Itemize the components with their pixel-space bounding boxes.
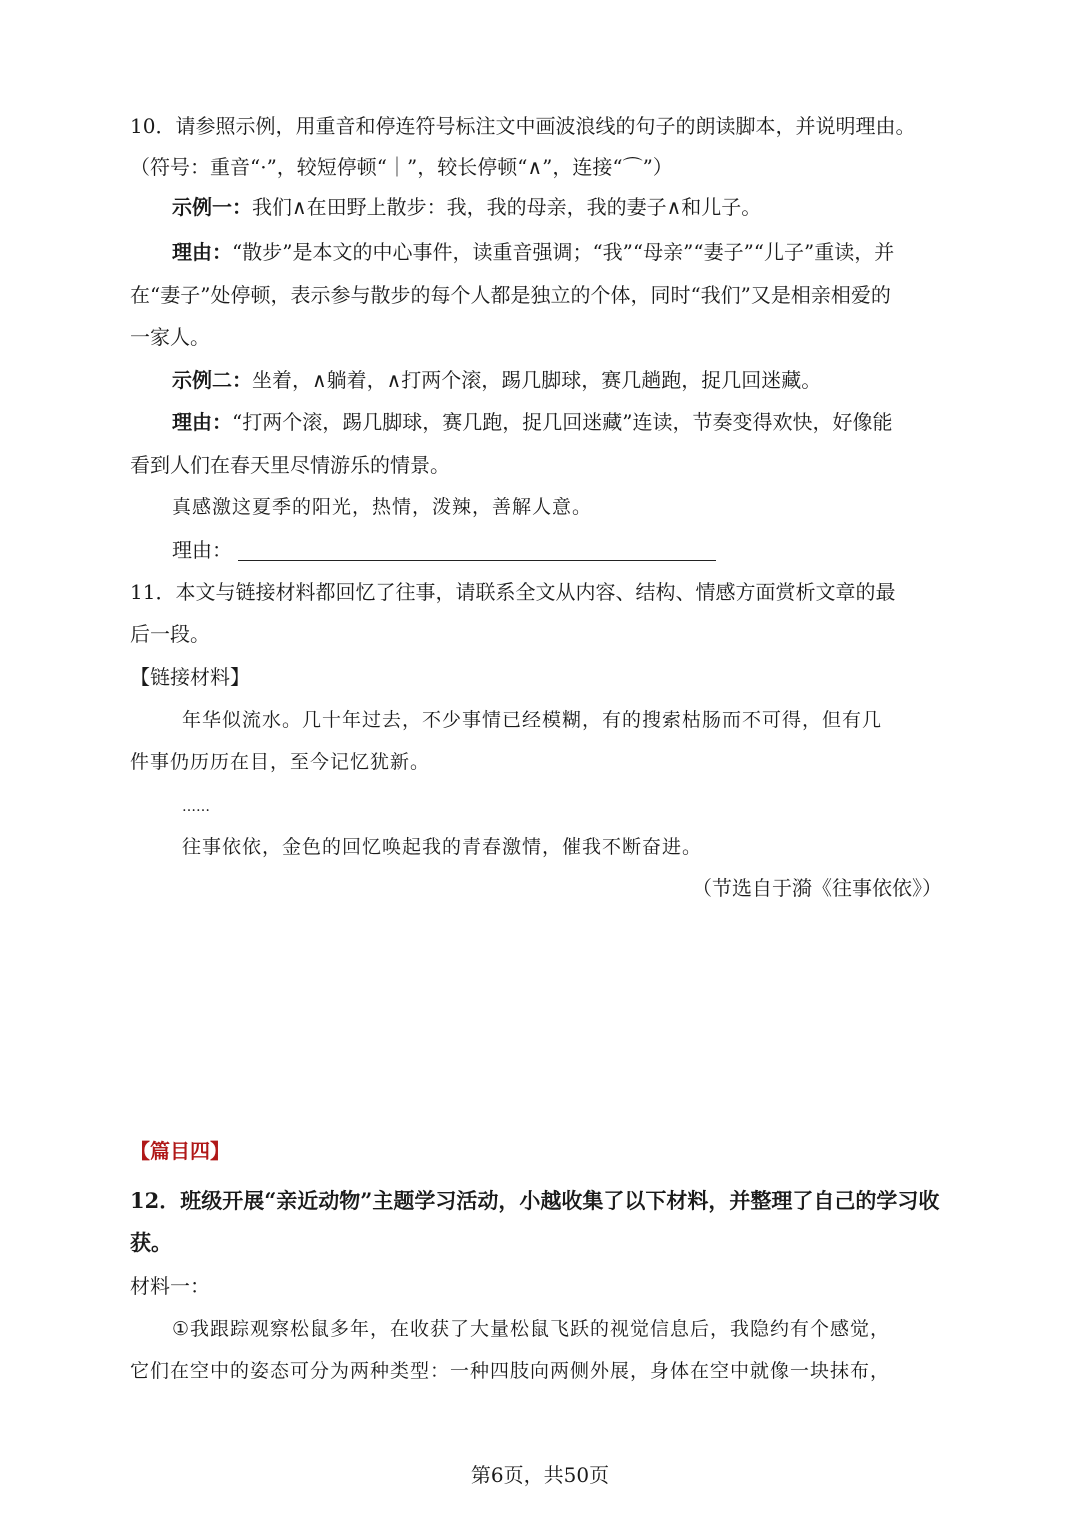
example2-label: 示例二： xyxy=(172,368,252,392)
example2-text: 坐着，∧躺着，∧打两个滚，踢几脚球，赛几趟跑，捉几回迷藏。 xyxy=(252,368,822,392)
q12-prompt-line1: 12．班级开展“亲近动物”主题学习活动，小越收集了以下材料，并整理了自己的学习收 xyxy=(130,1188,940,1213)
example2 xyxy=(172,366,1002,394)
material1-line1: ①我跟踪观察松鼠多年，在收获了大量松鼠飞跃的视觉信息后，我隐约有个感觉， xyxy=(172,1318,891,1340)
reason2-line1: 理由：“打两个滚，踢几脚球，赛几跑，捉几回迷藏”连读，节奏变得欢快，好像能 xyxy=(172,410,893,434)
link-para1-line1: 年华似流水。几十年过去，不少事情已经模糊，有的搜索枯肠而不可得，但有几 xyxy=(182,709,883,731)
link-source: （节选自于漪《往事依依》） xyxy=(692,876,942,900)
section-title: 【篇目四】 xyxy=(130,1139,230,1163)
reason2-label: 理由： xyxy=(172,410,232,434)
q10-prompt-line1: 10．请参照示例，用重音和停连符号标注文中画波浪线的句子的朗读脚本，并说明理由。 xyxy=(130,114,916,138)
answer-blank[interactable] xyxy=(238,540,716,561)
link-para1-line2: 件事仍历历在目，至今记忆犹新。 xyxy=(130,751,431,773)
reason1-line1: 理由：“散步”是本文的中心事件，读重音强调；“我”“母亲”“妻子”“儿子”重读，并 xyxy=(172,240,895,264)
material1-line2: 它们在空中的姿态可分为两种类型：一种四肢向两侧外展，身体在空中就像一块抹布， xyxy=(130,1360,891,1382)
link-material-title: 【链接材料】 xyxy=(130,665,250,689)
example1-label: 示例一： xyxy=(172,195,252,219)
q10-prompt-line2: （符号：重音“·”，较短停顿“｜”，较长停顿“∧”，连接“⌒”） xyxy=(130,155,673,179)
answer-line xyxy=(172,536,1002,564)
example1 xyxy=(172,193,1002,221)
material1-label: 材料一： xyxy=(130,1274,210,1298)
reason2-line2: 看到人们在春天里尽情游乐的情景。 xyxy=(130,453,450,477)
reason1-line3: 一家人。 xyxy=(130,325,210,349)
q11-prompt-line2: 后一段。 xyxy=(130,622,210,646)
target-sentence: 真感激这夏季的阳光，热情，泼辣，善解人意。 xyxy=(172,496,593,518)
q11-prompt-line1: 11．本文与链接材料都回忆了往事，请联系全文从内容、结构、情感方面赏析文章的最 xyxy=(130,580,896,604)
reason1-label: 理由： xyxy=(172,240,232,264)
example1-text: 我们∧在田野上散步：我，我的母亲，我的妻子∧和儿子。 xyxy=(252,195,762,219)
answer-label: 理由： xyxy=(172,538,232,562)
link-para2: 往事依依，金色的回忆唤起我的青春激情，催我不断奋进。 xyxy=(182,836,703,858)
page-footer: 第6页，共50页 xyxy=(470,1463,610,1487)
link-ellipsis: …… xyxy=(182,799,210,815)
q12-prompt-line2: 获。 xyxy=(130,1230,172,1255)
reason1-line2: 在“妻子”处停顿，表示参与散步的每个人都是独立的个体，同时“我们”又是相亲相爱的 xyxy=(130,283,891,307)
